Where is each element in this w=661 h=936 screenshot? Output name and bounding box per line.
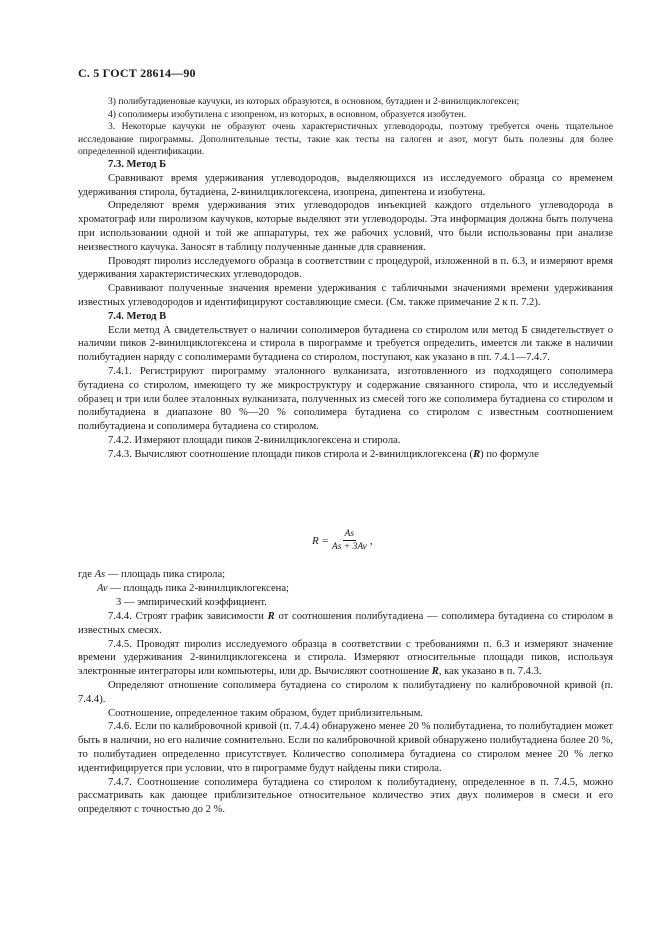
paragraph-7-4-5: 7.4.5. Проводят пиролиз исследуемого образца в соответствии с требованиями п. 6.3 и измеряют значение времени удерживания 2-винилциклогексена и стирола. Измеряют относительные площади пиков, используя электронные интеграторы или компьютеры, или др. Вычисляют соотношение R, как указано в п. 7.4.3. bbox=[78, 638, 613, 678]
formula-numerator: As bbox=[344, 529, 355, 539]
note-3: 3. Некоторые каучуки не образуют очень характеристичных углеводороды, поэтому требуется очень тщательное исследование пирограммы. Дополнительные тесты, такие как тесты на галоген и азот, могут быть полезны для более определенной идентификации. bbox=[78, 121, 613, 158]
paragraph: Определяют отношение сополимера бутадиена со стиролом к полибутадиену по калибровочной кривой (п. 7.4.4). bbox=[78, 679, 613, 705]
legend-line-av: Av — площадь пика 2-винилциклогексена; bbox=[97, 582, 289, 594]
paragraph-7-4-2: 7.4.2. Измеряют площади пиков 2-винилциклогексена и стирола. bbox=[108, 434, 401, 446]
formula-tail: , bbox=[369, 534, 373, 547]
section-heading-7-4: 7.4. Метод В bbox=[108, 310, 167, 322]
section-heading-7-3: 7.3. Метод Б bbox=[108, 159, 167, 170]
formula-lhs: R = bbox=[312, 534, 329, 547]
formula-fraction bbox=[332, 529, 367, 552]
paragraph-7-4-1: 7.4.1. Регистрируют пирограмму эталонного вулканизата, изготовленного из подходящего сополимера бутадиена со стиролом, имеющего ту же микроструктуру и содержание связанного стирола, что и исследуемый образец и три или более эталонных вулканизата, полученных из смесей того же сополимера бутадиена со стиролом и полибутадиена в диапазоне 80 %—20 % сополимера бутадиена со стиролом с известным соотношением полибутадиена и сополимера бутадиена со стиролом. bbox=[78, 365, 613, 433]
legend-line-coef: 3 — эмпирический коэффициент. bbox=[116, 596, 267, 608]
intro-list bbox=[78, 96, 613, 159]
section-7-4-continued bbox=[78, 610, 613, 817]
list-item-4: 4) сополимеры изобутилена с изопреном, из которых, в основном, образуется изобутен. bbox=[108, 108, 467, 120]
paragraph-7-4-4: 7.4.4. Строят график зависимости R от соотношения полибутадиена — сополимера бутадиена со стиролом в известных смесях. bbox=[78, 611, 613, 636]
formula-denominator: As + 3Av bbox=[331, 542, 367, 552]
section-7-3 bbox=[78, 158, 613, 462]
paragraph-7-4-6: 7.4.6. Если по калибровочной кривой (п. 7.4.4) обнаружено менее 20 % полибутадиена, то полибутадиен может быть в наличии, но его наличие сомнительно. Если по калибровочной кривой обнаружено полибутадиена более 20 %, то полибутадиен определенно присутствует. Количество сополимера бутадиена со стиролом менее 20 % легко идентифицируется при условии, что в пирограмме будут найдены пики стирола. bbox=[78, 721, 613, 774]
paragraph-7-4-7: 7.4.7. Соотношение сополимера бутадиена со стиролом к полибутадиену, определенное в п. 7.4.5, можно рассматривать как дающее приблизительное относительное количество этих двух полимеров в смеси и его определяют с точностью до 2 %. bbox=[78, 776, 613, 816]
paragraph: Проводят пиролиз исследуемого образца в соответствии с процедурой, изложенной в п. 6.3, и измеряют время удерживания характеристических углеводородов. bbox=[78, 255, 613, 281]
formula-r bbox=[312, 529, 373, 552]
page-header: С. 5 ГОСТ 28614—90 bbox=[78, 66, 196, 80]
paragraph: Сравнивают время удерживания углеводородов, выделяющихся из исследуемого образца со временем удерживания стирола, бутадиена, 2-винилциклогексена, изопрена, дипентена и изобутена. bbox=[78, 172, 613, 198]
paragraph: Если метод А свидетельствует о наличии сополимеров бутадиена со стиролом или метод Б свидетельствует о наличии пиков 2-винилциклогексена и стирола в пирограмме и требуется определить, имеется ли также в наличии полибутадиен наряду с сополимерами бутадиена со стиролом, поступают, как указано в пп. 7.4.1—7.4.7. bbox=[78, 324, 613, 364]
paragraph: Соотношение, определенное таким образом, будет приблизительным. bbox=[108, 707, 424, 719]
list-item-3: 3) полибутадиеновые каучуки, из которых образуются, в основном, бутадиен и 2-винилциклогексен; bbox=[108, 96, 520, 107]
formula-legend bbox=[78, 568, 613, 609]
paragraph-7-4-3: 7.4.3. Вычисляют соотношение площади пиков стирола и 2-винилциклогексена (R) по формуле bbox=[108, 448, 539, 460]
legend-line-as: где As — площадь пика стирола; bbox=[78, 569, 226, 580]
paragraph: Определяют время удерживания этих углеводородов инъекцией каждого отдельного углеводорода в хроматограф или пиролизом каучуков, которые выделяют эти углеводороды. Эта информация должна быть получена при использовании одной и той же аппаратуры, тех же рабочих условий, что были использованы при анализе неизвестного каучука. Заносят в таблицу полученные данные для сравнения. bbox=[78, 200, 613, 253]
paragraph: Сравнивают полученные значения времени удерживания с табличными значениями времени удерживания известных углеводородов и идентифицируют составляющие смеси. (См. также примечание 2 к п. 7.2). bbox=[78, 283, 613, 308]
